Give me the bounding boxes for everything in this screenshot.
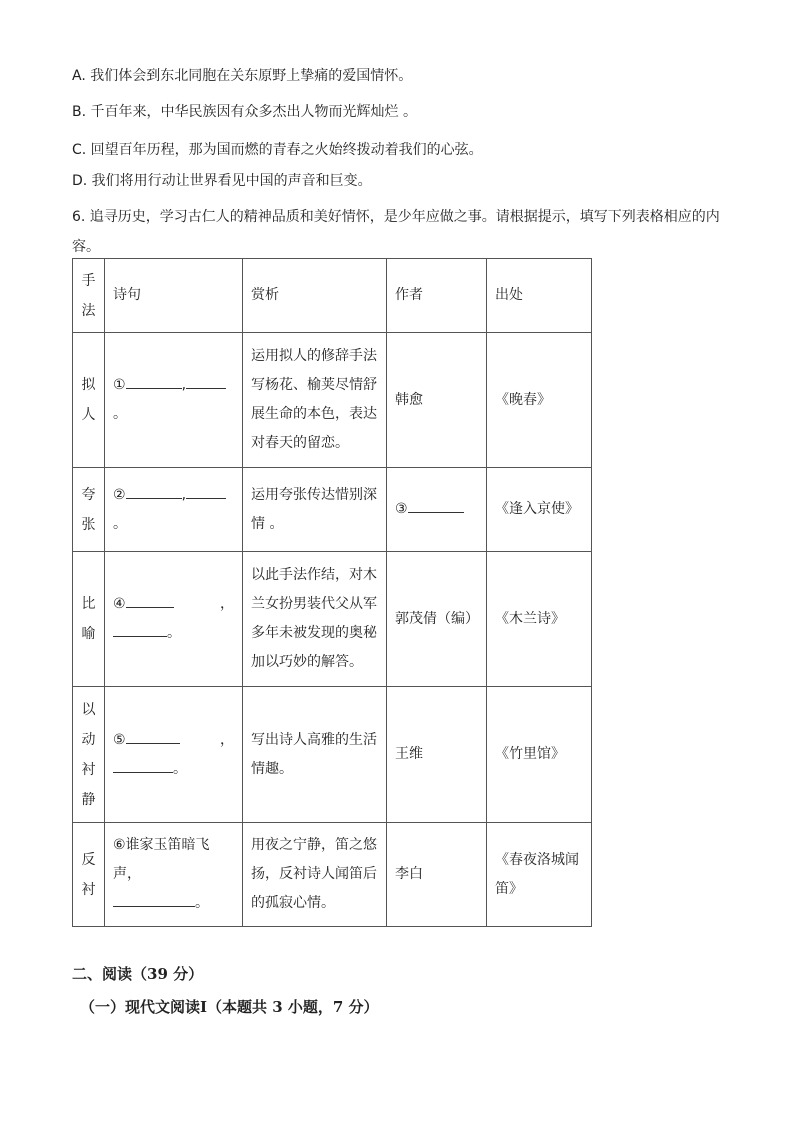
analysis-cell: 用夜之宁静，笛之悠扬，反衬诗人闻笛后的孤寂心情。 xyxy=(243,823,387,927)
table-row xyxy=(73,552,592,687)
header-author: 作者 xyxy=(387,259,487,333)
answer-blank[interactable] xyxy=(113,620,167,637)
analysis-cell: 运用拟人的修辞手法写杨花、榆荚尽情舒展生命的本色，表达对春天的留恋。 xyxy=(243,333,387,468)
author-cell: ③ xyxy=(387,468,487,552)
analysis-cell: 写出诗人高雅的生活情趣。 xyxy=(243,687,387,823)
source-cell: 《逢入京使》 xyxy=(487,468,592,552)
option-c: C. 回望百年历程，那为国而燃的青春之火始终拨动着我们的心弦。 xyxy=(72,142,483,158)
answer-blank[interactable] xyxy=(186,482,226,499)
poem-cell: ⑤ ， 。 xyxy=(105,687,243,823)
poem-cell: ④ ， 。 xyxy=(105,552,243,687)
method-cell: 夸 张 xyxy=(73,468,105,552)
option-a: A. 我们体会到东北同胞在关东原野上挚痛的爱国情怀。 xyxy=(72,68,413,84)
source-cell: 《竹里馆》 xyxy=(487,687,592,823)
table-row xyxy=(73,823,592,927)
option-d: D. 我们将用行动让世界看见中国的声音和巨变。 xyxy=(72,173,372,189)
method-cell: 反 衬 xyxy=(73,823,105,927)
answer-blank[interactable] xyxy=(126,727,180,744)
source-cell: 《春夜洛城闻笛》 xyxy=(487,823,592,927)
poem-cell: ① ,。 xyxy=(105,333,243,468)
author-cell: 韩愈 xyxy=(387,333,487,468)
author-cell: 郭茂倩（编） xyxy=(387,552,487,687)
poem-cell: ② ,。 xyxy=(105,468,243,552)
answer-blank[interactable] xyxy=(126,482,182,499)
author-cell: 李白 xyxy=(387,823,487,927)
poetry-table xyxy=(72,258,592,927)
option-b: B. 千百年来，中华民族因有众多杰出人物而光辉灿烂 。 xyxy=(72,104,417,120)
author-cell: 王维 xyxy=(387,687,487,823)
answer-blank[interactable] xyxy=(126,372,182,389)
answer-blank[interactable] xyxy=(126,591,174,608)
poem-cell: ⑥谁家玉笛暗飞声， 。 xyxy=(105,823,243,927)
method-cell: 比 喻 xyxy=(73,552,105,687)
answer-blank[interactable] xyxy=(113,756,173,773)
question-6: 6. 追寻历史，学习古仁人的精神品质和美好情怀，是少年应做之事。请根据提示，填写下列表格相应的内容。 xyxy=(72,209,720,255)
analysis-cell: 以此手法作结，对木兰女扮男装代父从军多年未被发现的奥秘加以巧妙的解答。 xyxy=(243,552,387,687)
table-row xyxy=(73,468,592,552)
table-header-row xyxy=(73,259,592,333)
header-analysis: 赏析 xyxy=(243,259,387,333)
header-method: 手 法 xyxy=(73,259,105,333)
header-poem: 诗句 xyxy=(105,259,243,333)
method-cell: 以 动 衬 静 xyxy=(73,687,105,823)
answer-blank[interactable] xyxy=(186,372,226,389)
subsection-title: （一）现代文阅读Ⅰ（本题共 3 小题，7 分） xyxy=(80,998,379,1016)
source-cell: 《晚春》 xyxy=(487,333,592,468)
table-row xyxy=(73,687,592,823)
section-title: 二、阅读（39 分） xyxy=(72,965,204,983)
answer-blank[interactable] xyxy=(408,496,464,513)
method-cell: 拟 人 xyxy=(73,333,105,468)
answer-blank[interactable] xyxy=(113,890,195,907)
table-row xyxy=(73,333,592,468)
header-source: 出处 xyxy=(487,259,592,333)
source-cell: 《木兰诗》 xyxy=(487,552,592,687)
analysis-cell: 运用夸张传达惜别深情 。 xyxy=(243,468,387,552)
